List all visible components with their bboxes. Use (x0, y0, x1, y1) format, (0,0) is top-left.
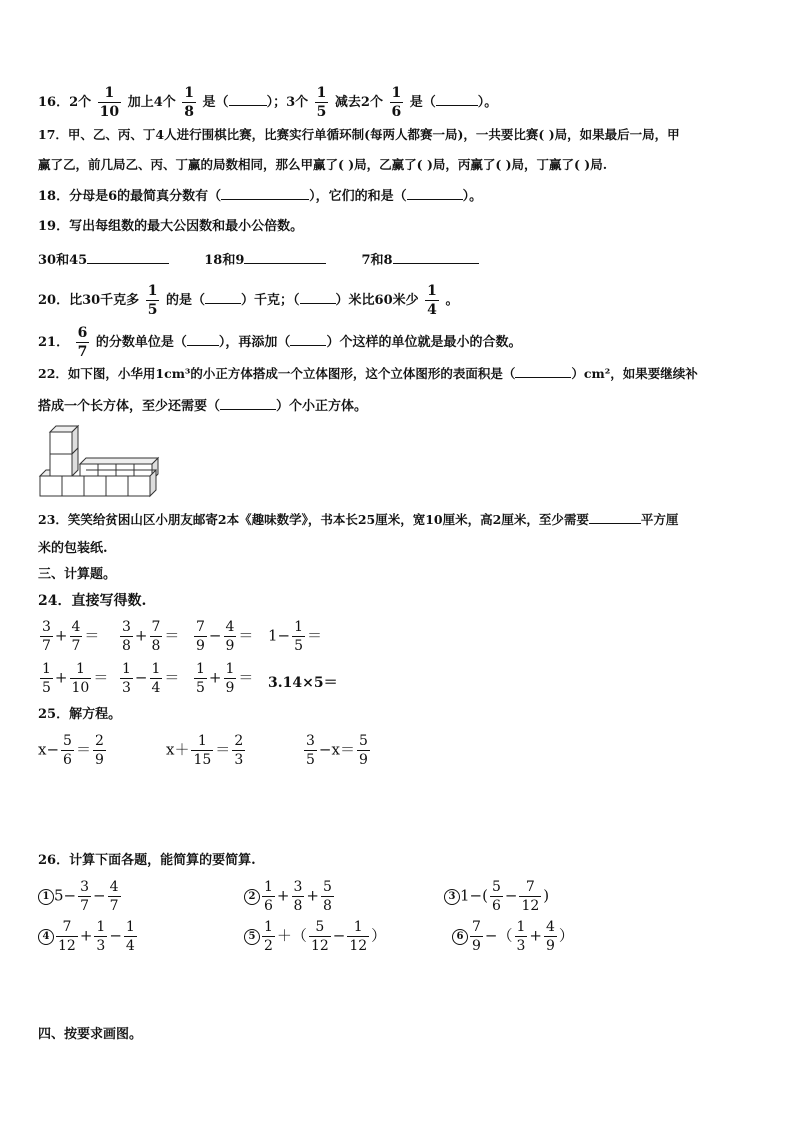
calc-item: 1− $\frac{1}{5}$ ＝ (268, 619, 323, 654)
calc-26-2: 2 $\frac{1}{6}$ + $\frac{3}{8}$ + $\frac{5}{8}$ (244, 880, 336, 913)
question-25-title: 25．解方程。 (38, 707, 122, 722)
answer-blank[interactable] (300, 290, 336, 304)
question-22-line2: 搭成一个长方体，至少还需要（ ）个小正方体。 (38, 396, 367, 416)
calc-26-4: 4 $\frac{7}{12}$ + $\frac{1}{3}$ − $\frac{1}{4}$ (38, 920, 139, 953)
answer-blank[interactable] (221, 186, 309, 200)
answer-blank[interactable] (87, 250, 169, 264)
fraction: $\frac{1}{10}$ (99, 85, 120, 120)
equation-2: x＋ $\frac{1}{15}$ ＝ $\frac{2}{3}$ (166, 733, 244, 768)
answer-blank[interactable] (436, 92, 478, 106)
calc-item: $\frac{1}{5}$ + $\frac{1}{10}$ ＝ (42, 661, 109, 696)
fraction: $\frac{6}{7}$ (77, 325, 88, 360)
calc-item: $\frac{1}{5}$ + $\frac{1}{9}$ ＝ (196, 661, 254, 696)
question-19: 19．写出每组数的最大公因数和最小公倍数。 (38, 219, 304, 234)
question-26-title: 26．计算下面各题，能简算的要简算. (38, 853, 256, 868)
answer-blank[interactable] (515, 364, 571, 378)
question-17-line2: 赢了乙，前几局乙、丙、丁赢的局数相同，那么甲赢了( )局，乙赢了( )局，丙赢了( )局，丁赢了( )局. (38, 157, 608, 172)
answer-blank[interactable] (407, 186, 463, 200)
question-19-pairs: 30和45 18和9 7和8 (38, 250, 479, 270)
question-22-line1: 22．如下图，小华用1cm³的小正方体搭成一个立体图形，这个立体图形的表面积是（ ）cm²，如果要继续补 (38, 366, 698, 381)
question-23-line1: 23．笑笑给贫困山区小朋友邮寄2本《趣味数学》，书本长25厘米，宽10厘米，高2厘米，至少需要 平方厘 (38, 512, 679, 527)
answer-blank[interactable] (244, 250, 326, 264)
fraction: $\frac{1}{4}$ (427, 283, 437, 318)
calc-item: $\frac{3}{7}$ + $\frac{4}{7}$ ＝ (42, 619, 100, 654)
calc-26-6: 6 $\frac{7}{9}$ −（ $\frac{1}{3}$ + $\frac{4}{9}$ ） (452, 920, 574, 953)
answer-blank[interactable] (220, 396, 276, 410)
answer-blank[interactable] (290, 332, 326, 346)
calc-26-1: 1 5− $\frac{3}{7}$ − $\frac{4}{7}$ (38, 880, 123, 913)
question-16: 16．2个 $\frac{1}{10}$ 加上4个 $\frac{1}{8}$ 是（ ）；3个 $\frac{1}{5}$ 减去2个 $\frac{1}{6}$ 是（ ）。 (38, 85, 498, 120)
question-17-line1: 17．甲、乙、丙、丁4人进行围棋比赛，比赛实行单循环制(每两人都赛一局)，一共要比赛( )局，如果最后一局，甲 (38, 127, 680, 142)
calc-item: $\frac{7}{9}$ − $\frac{4}{9}$ ＝ (196, 619, 254, 654)
question-20: 20．比30千克多 $\frac{1}{5}$ 的是（ ）千克；（ ）米比60米少 $\frac{1}{4}$ 。 (38, 283, 459, 318)
calc-item: $\frac{1}{3}$ − $\frac{1}{4}$ ＝ (122, 661, 180, 696)
answer-blank[interactable] (393, 250, 479, 264)
calc-26-3: 3 1−( $\frac{5}{6}$ − $\frac{7}{12}$ ) (444, 880, 549, 913)
fraction: $\frac{1}{5}$ (147, 283, 158, 318)
section-3-heading: 三、计算题。 (38, 567, 117, 582)
fraction: $\frac{1}{5}$ (316, 85, 327, 120)
calc-item: 3.14×5＝ (268, 675, 338, 691)
answer-blank[interactable] (229, 92, 267, 106)
answer-blank[interactable] (589, 510, 641, 524)
cube-figure (36, 424, 160, 498)
answer-blank[interactable] (187, 332, 219, 346)
equation-3: $\frac{3}{5}$ −x＝ $\frac{5}{9}$ (306, 733, 368, 768)
question-23-line2: 米的包装纸. (38, 541, 108, 556)
calc-26-5: 5 $\frac{1}{2}$ ＋（ $\frac{5}{12}$ − $\frac{1}{12}$ ） (244, 920, 386, 953)
fraction: $\frac{1}{8}$ (184, 85, 195, 120)
question-21: 21． $\frac{6}{7}$ 的分数单位是（ ），再添加（ ）个这样的单位就是最小的合数。 (38, 325, 522, 360)
equation-1: x− $\frac{5}{6}$ ＝ $\frac{2}{9}$ (38, 733, 104, 768)
question-24-title: 24．直接写得数. (38, 593, 147, 609)
calc-item: $\frac{3}{8}$ + $\frac{7}{8}$ ＝ (122, 619, 180, 654)
answer-blank[interactable] (205, 290, 241, 304)
question-18: 18．分母是6的最简真分数有（ ），它们的和是（ ）。 (38, 186, 482, 206)
section-4-heading: 四、按要求画图。 (38, 1027, 143, 1042)
fraction: $\frac{1}{6}$ (391, 85, 402, 120)
